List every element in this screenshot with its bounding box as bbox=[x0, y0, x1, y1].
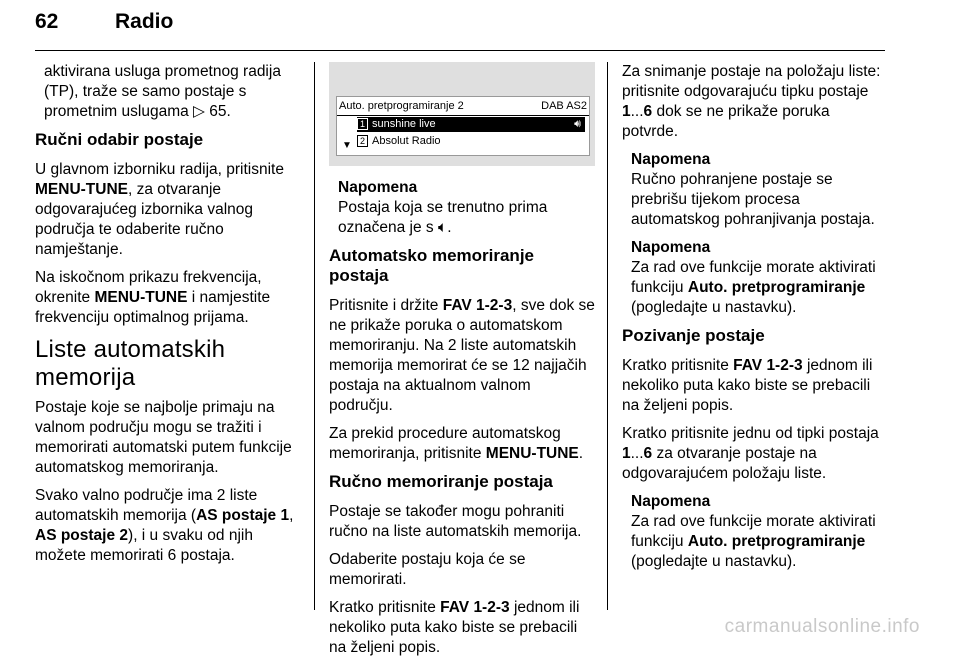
paragraph: Postaje se također mogu pohraniti ručno na liste automatskih memorija. bbox=[329, 503, 582, 540]
note-block: Napomena Za rad ove funkcije morate aktivirati funkciju Auto. pretprogramiranje (pogledajte u nastavku). bbox=[622, 238, 887, 318]
heading-manual-selection: Ručni odabir postaje bbox=[35, 130, 204, 149]
heading-autostore-lists: Liste automatskih memorija bbox=[35, 336, 226, 391]
paragraph: U glavnom izborniku radija, pritisnite MENU-TUNE, za otvaranje odgovarajućeg izbornika valnog područja te odaberite ručno namještanje. bbox=[35, 161, 284, 258]
paragraph: Kratko pritisnite jednu od tipki postaja 1...6 za otvaranje postaje na odgovarajućem položaju liste. bbox=[622, 425, 879, 482]
note-heading: Napomena bbox=[631, 151, 711, 168]
section-title: Radio bbox=[115, 10, 174, 33]
paragraph: Pritisnite i držite FAV 1-2-3, sve dok se ne prikaže poruka o automatskom memoriranju. Na 2 liste automatskih memorija memorirat će se 12 najjačih postaja na aktualnom valnom području. bbox=[329, 297, 595, 414]
paragraph: Za prekid procedure automatskog memoriranja, pritisnite MENU-TUNE. bbox=[329, 425, 584, 462]
column-divider bbox=[607, 62, 608, 610]
radio-display-illustration bbox=[329, 62, 595, 166]
paragraph: Za snimanje postaje na položaju liste: pritisnite odgovarajuću tipku postaje 1...6 dok se ne prikaže poruka potvrde. bbox=[622, 63, 881, 140]
paragraph: Na iskočnom prikazu frekvencija, okrenite MENU-TUNE i namjestite frekvenciju optimalnog prijama. bbox=[35, 269, 271, 326]
page-link[interactable]: 65. bbox=[209, 103, 231, 120]
control-name: MENU-TUNE bbox=[94, 289, 188, 306]
note-heading: Napomena bbox=[631, 239, 711, 256]
note-block: Napomena Ručno pohranjene postaje se prebrišu tijekom procesa automatskog pohranjivanja postaja. bbox=[622, 150, 887, 230]
speaker-icon: 🔈︎ bbox=[437, 219, 448, 236]
down-arrow-icon: ▼ bbox=[342, 140, 352, 151]
page-number: 62 bbox=[35, 10, 59, 33]
paragraph: Postaje koje se najbolje primaju na valnom području mogu se tražiti i memorirati automatski putem funkcije automatskog memoriranja. bbox=[35, 399, 292, 476]
paragraph: aktivirana usluga prometnog radija (TP), traže se samo postaje s prometnim uslugama ▷ 65. bbox=[44, 63, 281, 120]
column-middle bbox=[329, 62, 595, 666]
note-block: Napomena Za rad ove funkcije morate aktivirati funkciju Auto. pretprogramiranje (pogledajte u nastavku). bbox=[622, 492, 887, 572]
note-heading: Napomena bbox=[631, 493, 711, 510]
paragraph: Kratko pritisnite FAV 1-2-3 jednom ili nekoliko puta kako biste se prebacili na željeni popis. bbox=[622, 357, 873, 414]
control-name: MENU-TUNE bbox=[35, 181, 128, 198]
speaker-icon: 🔊︎ bbox=[574, 118, 581, 130]
station-row: 2 Absolut Radio bbox=[357, 134, 585, 149]
watermark: carmanualsonline.info bbox=[724, 616, 920, 637]
heading-manual-storing: Ručno memoriranje postaja bbox=[329, 472, 553, 491]
display-screen bbox=[336, 96, 590, 156]
column-left bbox=[35, 62, 299, 574]
station-row-selected: 1 sunshine live 🔊︎ bbox=[357, 117, 585, 132]
note-heading: Napomena bbox=[338, 179, 418, 196]
paragraph: Kratko pritisnite FAV 1-2-3 jednom ili nekoliko puta kako biste se prebacili na željeni popis. bbox=[329, 599, 580, 656]
arrow-right-icon: ▷ bbox=[193, 103, 205, 120]
heading-auto-storing: Automatsko memoriranje postaja bbox=[329, 246, 534, 285]
page-header bbox=[35, 10, 885, 51]
paragraph: Svako valno područje ima 2 liste automatskih memorija (AS postaje 1, AS postaje 2), i u svaku od njih možete memorirati 6 postaja. bbox=[35, 487, 294, 564]
paragraph: Odaberite postaju koja će se memorirati. bbox=[329, 551, 526, 588]
column-right bbox=[622, 62, 887, 580]
note-block: Napomena Postaja koja se trenutno prima označena je s 🔈︎. bbox=[329, 178, 595, 238]
column-divider bbox=[314, 62, 315, 610]
display-title-bar: Auto. pretprogramiranje 2 DAB AS2 bbox=[337, 97, 589, 116]
heading-calling-station: Pozivanje postaje bbox=[622, 326, 765, 345]
